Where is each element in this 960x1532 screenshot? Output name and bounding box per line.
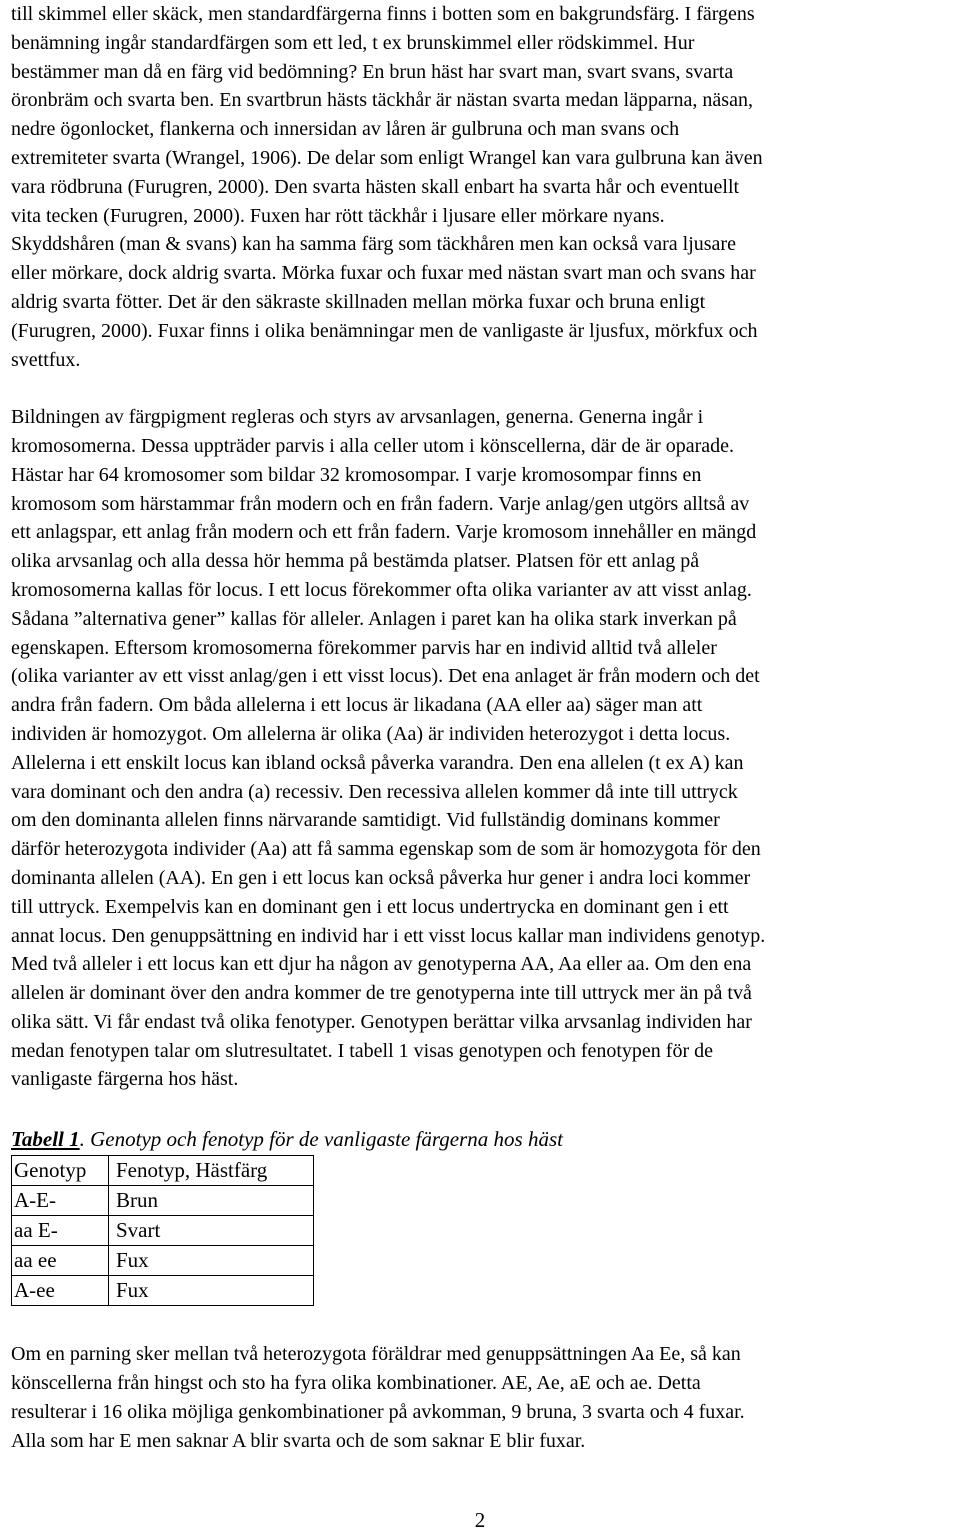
table-row — [12, 1216, 314, 1246]
text-line: därför heterozygota individer (Aa) att få samma egenskap som de som är homozygota för den — [11, 838, 761, 861]
text-line: aldrig svarta fötter. Det är den säkraste skillnaden mellan mörka fuxar och bruna enligt — [11, 290, 706, 313]
table-row — [12, 1276, 314, 1306]
text-line: öronbräm och svarta ben. En svartbrun hästs täckhår är nästan svarta medan läpparna, näsan, — [11, 89, 753, 112]
text-line: Om en parning sker mellan två heterozygota föräldrar med genuppsättningen Aa Ee, så kan — [11, 1343, 741, 1366]
paragraph-genetics — [11, 403, 956, 1094]
text-line: till uttryck. Exempelvis kan en dominant gen i ett locus undertrycka en dominant gen i ett — [11, 895, 729, 918]
text-line: nedre ögonlocket, flankerna och innersidan av låren är gulbruna och man svans och — [11, 118, 680, 141]
table-header-cell: Fenotyp, Hästfärg — [109, 1156, 314, 1186]
text-line: andra från fadern. Om båda allelerna i ett locus är likadana (AA eller aa) säger man att — [11, 694, 703, 717]
paragraph-crossing — [11, 1340, 956, 1455]
text-line: kromosomerna kallas för locus. I ett locus förekommer ofta olika varianter av att visst anlag. — [11, 578, 752, 601]
table-caption-text: . Genotyp och fenotyp för de vanligaste färgerna hos häst — [79, 1127, 563, 1152]
text-line: Alla som har E men saknar A blir svarta och de som saknar E blir fuxar. — [11, 1429, 586, 1452]
text-line: till skimmel eller skäck, men standardfärgerna finns i botten som en bakgrundsfärg. I färgens — [11, 3, 755, 25]
text-line: svettfux. — [11, 348, 81, 371]
text-line: annat locus. Den genuppsättning en individ har i ett visst locus kallar man individens genotyp. — [11, 924, 766, 947]
text-line: allelen är dominant över den andra kommer de tre genotyperna inte till uttryck mer än på två — [11, 982, 752, 1005]
text-line: eller mörkare, dock aldrig svarta. Mörka fuxar och fuxar med nästan svart man och svans har — [11, 262, 756, 285]
text-line: (olika varianter av ett visst anlag/gen i ett visst locus). Det ena anlaget är från modern och det — [11, 665, 760, 688]
text-line: egenskapen. Eftersom kromosomerna förekommer parvis har en individ alltid två alleler — [11, 636, 717, 659]
text-line: olika arvsanlag och alla dessa hör hemma på bestämda platser. Platsen för ett anlag på — [11, 550, 700, 573]
text-line: vita tecken (Furugren, 2000). Fuxen har rött täckhår i ljusare eller mörkare nyans. — [11, 204, 665, 227]
text-line: bestämmer man då en färg vid bedömning? En brun häst har svart man, svart svans, svarta — [11, 60, 734, 83]
table-header-row — [12, 1156, 314, 1186]
table-caption — [11, 1125, 956, 1153]
table-row — [12, 1186, 314, 1216]
table-caption-label: Tabell 1 — [11, 1127, 80, 1152]
text-line: kromosomerna. Dessa uppträder parvis i alla celler utom i könscellerna, där de är oparade. — [11, 434, 735, 457]
table-cell-genotype: A-E- — [12, 1186, 109, 1216]
text-line: vara dominant och den andra (a) recessiv. Den recessiva allelen kommer då inte till uttryck — [11, 780, 738, 803]
text-line: extremiteter svarta (Wrangel, 1906). De delar som enligt Wrangel kan vara gulbruna kan även — [11, 146, 763, 169]
text-line: olika sätt. Vi får endast två olika fenotyper. Genotypen berättar vilka arvsanlag individen har — [11, 1010, 752, 1033]
text-line: benämning ingår standardfärgen som ett led, t ex brunskimmel eller rödskimmel. Hur — [11, 31, 695, 54]
genotype-table — [11, 1155, 314, 1306]
table-cell-phenotype: Svart — [109, 1216, 314, 1246]
table-cell-genotype: aa E- — [12, 1216, 109, 1246]
text-line: ett anlagspar, ett anlag från modern och ett från fadern. Varje kromosom innehåller en mängd — [11, 521, 757, 544]
document-page — [11, 0, 956, 1455]
text-line: resulterar i 16 olika möjliga genkombinationer på avkomman, 9 bruna, 3 svarta och 4 fuxar. — [11, 1400, 745, 1423]
table-cell-phenotype: Fux — [109, 1276, 314, 1306]
table-row — [12, 1246, 314, 1276]
text-line: Med två alleler i ett locus kan ett djur ha någon av genotyperna AA, Aa eller aa. Om den ena — [11, 953, 752, 976]
text-line: Sådana ”alternativa gener” kallas för alleler. Anlagen i paret kan ha olika stark inverkan på — [11, 607, 737, 630]
text-line: vara rödbruna (Furugren, 2000). Den svarta hästen skall enbart ha svarta hår och eventuellt — [11, 175, 740, 198]
text-line: vanligaste färgerna hos häst. — [11, 1068, 239, 1091]
text-line: Hästar har 64 kromosomer som bildar 32 kromosompar. I varje kromosompar finns en — [11, 463, 702, 486]
text-line: medan fenotypen talar om slutresultatet. I tabell 1 visas genotypen och fenotypen för de — [11, 1039, 714, 1062]
page-number: 2 — [474, 1508, 486, 1532]
table-cell-genotype: A-ee — [12, 1276, 109, 1306]
text-line: Allelerna i ett enskilt locus kan ibland också påverka varandra. Den ena allelen (t ex A) kan — [11, 751, 744, 774]
text-line: (Furugren, 2000). Fuxar finns i olika benämningar men de vanligaste är ljusfux, mörkfux och — [11, 319, 758, 342]
table-cell-genotype: aa ee — [12, 1246, 109, 1276]
paragraph-horse-colors — [11, 0, 956, 374]
text-line: Bildningen av färgpigment regleras och styrs av arvsanlagen, generna. Generna ingår i — [11, 406, 704, 429]
text-line: Skyddshåren (man & svans) kan ha samma färg som täckhåren men kan också vara ljusare — [11, 233, 736, 256]
table-header-cell: Genotyp — [12, 1156, 109, 1186]
text-line: dominanta allelen (AA). En gen i ett locus kan också påverka hur gener i andra loci kommer — [11, 866, 751, 889]
table-cell-phenotype: Brun — [109, 1186, 314, 1216]
text-line: om den dominanta allelen finns närvarande samtidigt. Vid fullständig dominans kommer — [11, 809, 720, 832]
text-line: kromosom som härstammar från modern och en från fadern. Varje anlag/gen utgörs alltså av — [11, 492, 750, 515]
text-line: könscellerna från hingst och sto ha fyra olika kombinationer. AE, Ae, aE och ae. Detta — [11, 1372, 701, 1395]
table-cell-phenotype: Fux — [109, 1246, 314, 1276]
text-line: individen är homozygot. Om allelerna är olika (Aa) är individen heterozygot i detta locus. — [11, 722, 731, 745]
